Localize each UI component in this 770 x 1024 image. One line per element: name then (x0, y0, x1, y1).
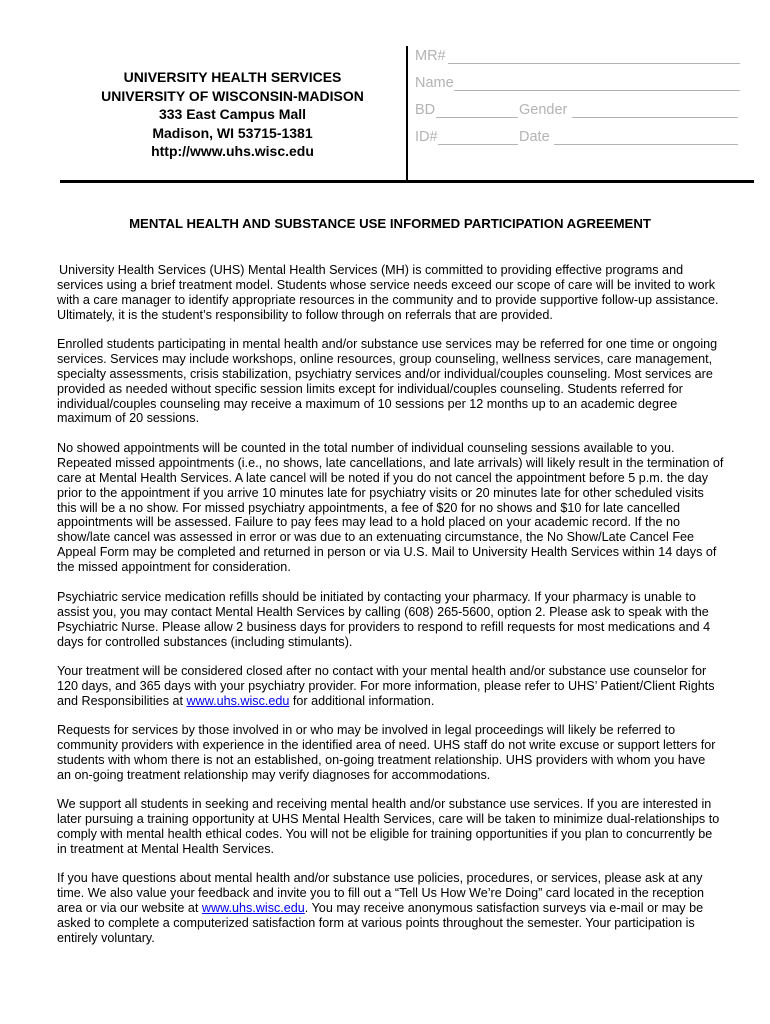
text-line: Repeated missed appointments (i.e., no shows, late cancellations, and late arrivals) will likely result in the termination of (57, 455, 724, 470)
text-line: entirely voluntary. (57, 930, 155, 945)
org-name: UNIVERSITY HEALTH SERVICES (123, 69, 342, 85)
name-field-label: Name (415, 75, 454, 91)
text-line: services. Services may include workshops, online resources, group counseling, wellness services, care management, (57, 351, 713, 366)
text-line: specialty assessments, crisis stabilization, psychiatry services and/or individual/couples counseling. Most services are (57, 366, 713, 381)
text-line: asked to complete a computerized satisfaction form at various points throughout the semester. Your participation is (57, 915, 695, 930)
text-line: comply with mental health ethical codes. You will not be eligible for training opportunities if you plan to concurrently be (57, 826, 713, 841)
uhs-website-link[interactable]: www.uhs.wisc.edu (201, 900, 305, 915)
text-fragment: . You may receive anonymous satisfaction surveys via e-mail or may be (304, 900, 704, 915)
text-line (57, 694, 737, 709)
id-field-label: ID# (415, 129, 438, 145)
gender-field-line[interactable] (572, 117, 738, 118)
text-line: with a care manager to identify appropriate resources in the community and to provide supportive follow-up assistance. (57, 292, 719, 307)
text-line: Ultimately, it is the student’s responsibility to follow through on referrals that are provided. (57, 307, 553, 322)
paragraph-missed-appointments (57, 441, 737, 575)
text-line: an on-going treatment relationship may verify diagnoses for accommodations. (57, 767, 491, 782)
text-line: If you have questions about mental health and/or substance use policies, procedures, or services, please ask at any (57, 871, 703, 885)
text-line: assist you, you may contact Mental Health Services by calling (608) 265-5600, option 2. Please ask to speak with the (57, 604, 709, 619)
text-line: individual/couples counseling may receive a maximum of 10 sessions per 12 months up to an academic degree (57, 396, 678, 411)
text-fragment: for additional information. (289, 693, 435, 708)
city-state-zip: Madison, WI 53715-1381 (152, 124, 313, 141)
gender-field-label: Gender (519, 102, 568, 118)
text-line: Psychiatric service medication refills should be initiated by contacting your pharmacy. If your pharmacy is unable to (57, 590, 696, 604)
date-field-line[interactable] (554, 144, 738, 145)
university-name: UNIVERSITY OF WISCONSIN-MADISON (101, 87, 364, 104)
mr-field-line[interactable] (448, 63, 740, 64)
paragraph-program-overview (59, 263, 739, 323)
text-line: the missed appointment for consideration. (57, 560, 291, 575)
mr-field-label: MR# (415, 48, 446, 64)
paragraph-feedback (57, 871, 737, 945)
text-line: Requests for services by those involved in or who may be involved in legal proceedings will likely be referred to (57, 723, 676, 737)
text-line: Psychiatric Nurse. Please allow 2 business days for providers to respond to refill requests for most medications and 4 (57, 619, 711, 634)
header-horizontal-rule (60, 180, 754, 183)
bd-field-label: BD (415, 102, 436, 118)
paragraph-medication-refills (57, 590, 737, 650)
date-field-label: Date (519, 129, 550, 145)
text-line: care at Mental Health Services. A late cancel will be noted if you do not cancel the appointment before 5 p.m. the day (57, 470, 709, 485)
header-vertical-divider (406, 46, 408, 182)
text-line: Enrolled students participating in mental health and/or substance use services may be referred for one time or ongoing (57, 337, 718, 351)
form-title: MENTAL HEALTH AND SUBSTANCE USE INFORMED PARTICIPATION AGREEMENT (129, 216, 651, 231)
text-line: maximum of 20 sessions. (57, 411, 200, 426)
text-fragment: area or via our website at (57, 900, 202, 915)
text-line: No showed appointments will be counted in the total number of individual counseling sessions available to you. (57, 441, 675, 455)
text-line: community providers with experience in the identified area of need. UHS staff do not write excuse or support letters for (57, 737, 716, 752)
text-line: students with whom there is not an established, on-going treatment relationship. UHS providers with whom you have (57, 752, 706, 767)
paragraph-services-offered (57, 337, 737, 426)
text-line: provided as needed without specific session limits except for individual/couples counseling. Students referred for (57, 381, 683, 396)
uhs-website-link[interactable]: www.uhs.wisc.edu (186, 693, 290, 708)
paragraph-legal-proceedings (57, 723, 737, 783)
text-line: 120 days, and 365 days with your psychiatry provider. For more information, please refer to UHS’ Patient/Client Rights (57, 678, 715, 693)
website-url[interactable]: http://www.uhs.wisc.edu (151, 143, 314, 159)
text-line: services using a brief treatment model. Students whose service needs exceed our scope of care will be invited to work (57, 277, 716, 292)
text-fragment: and Responsibilities at (57, 693, 187, 708)
street-address: 333 East Campus Mall (158, 106, 307, 122)
text-line (57, 901, 737, 916)
text-line: days for controlled substances (including stimulants). (57, 634, 353, 649)
text-line: this will be a no show. For missed psychiatry appointments, a fee of $20 for no shows and $10 for late cancelled (57, 500, 681, 515)
paragraph-training-opportunities (57, 797, 737, 857)
text-line: We support all students in seeking and receiving mental health and/or substance use services. If you are interested in (57, 797, 712, 811)
organization-address-block (60, 68, 405, 161)
text-line: Appeal Form may be completed and returned in person or via U.S. Mail to University Health Services within 14 days of (57, 545, 717, 560)
text-line: Your treatment will be considered closed after no contact with your mental health and/or substance use counselor for (57, 664, 707, 678)
text-line: show/late cancel was assessed in error or was due to an extenuating circumstance, the No Show/Late Cancel Fee (57, 530, 695, 545)
text-line: prior to the appointment if you arrive 10 minutes late for psychiatry visits or 20 minutes late for other scheduled visits (57, 485, 704, 500)
text-line: appointments will be assessed. Failure to pay fees may lead to a hold placed on your academic record. If the no (57, 515, 681, 530)
name-field-line[interactable] (454, 90, 740, 91)
text-line: later pursuing a training opportunity at UHS Mental Health Services, care will be taken to minimize dual-relationships to (57, 811, 720, 826)
text-line: time. We also value your feedback and invite you to fill out a “Tell Us How We’re Doing” card located in the reception (57, 885, 705, 900)
id-field-line[interactable] (438, 144, 518, 145)
paragraph-treatment-closure (57, 664, 737, 709)
bd-field-line[interactable] (436, 117, 518, 118)
text-line: University Health Services (UHS) Mental Health Services (MH) is committed to providing effective programs and (59, 263, 684, 277)
text-line: in treatment at Mental Health Services. (57, 841, 274, 856)
